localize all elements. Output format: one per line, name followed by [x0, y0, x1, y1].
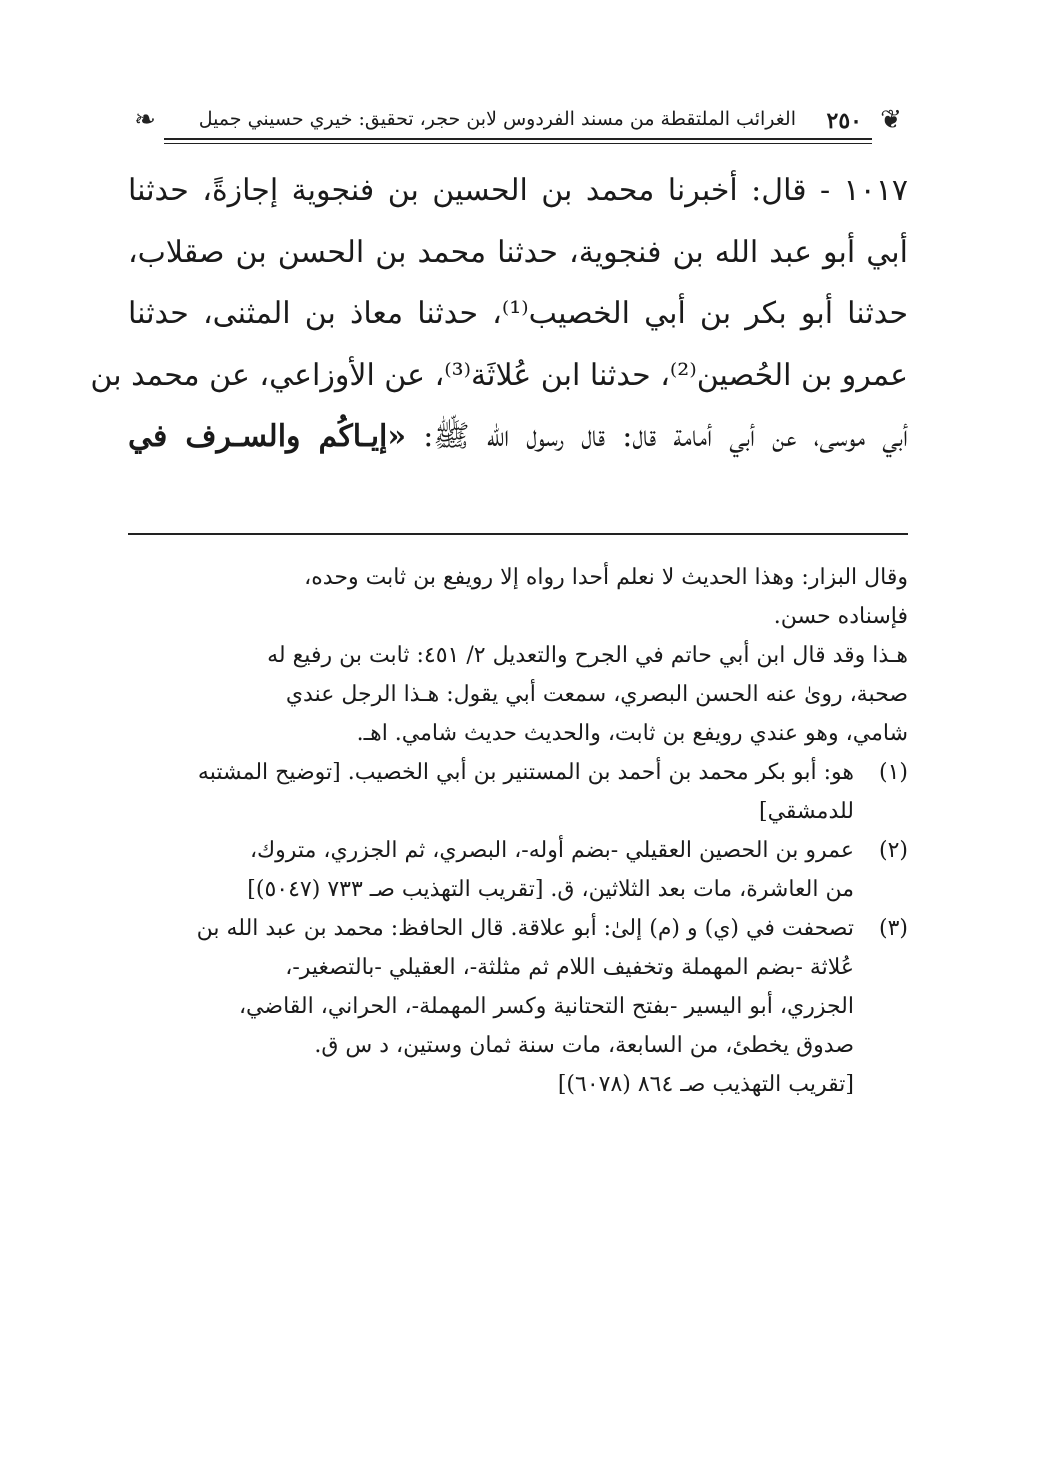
- footnotes-section: [128, 558, 908, 1104]
- notes-intro: [128, 558, 908, 753]
- footnote-line: عمرو بن الحصين العقيلي -بضم أوله-، البصري، ثم الجزري، متروك،: [249, 838, 854, 863]
- note-line: فإسناده حسن.: [773, 604, 908, 629]
- footnote-line: تصحفت في (ي) و (م) إلىٰ: أبو علاقة. قال الحافظ: محمد بن عبد الله بن: [196, 916, 854, 941]
- footnote-separator: [128, 533, 908, 535]
- note-line: صحبة، روىٰ عنه الحسن البصري، سمعت أبي يقول: هـذا الرجل عندي: [285, 682, 908, 707]
- note-line: هـذا وقد قال ابن أبي حاتم في الجرح والتعديل ٢/ ٤٥١: ثابت بن رفيع له: [267, 643, 908, 668]
- footnote-line: عُلاثة -بضم المهملة وتخفيف اللام ثم مثلثة-، العقيلي -بالتصغير-،: [285, 955, 854, 980]
- footnote-line: للدمشقي]: [759, 799, 854, 824]
- text-line: ١٠١٧ - قال: أخبرنا محمد بن الحسين بن فنجوية إجازةً، حدثنا: [128, 173, 908, 208]
- ornament-right-icon: ❦: [880, 105, 902, 135]
- footnote-number: (١): [878, 760, 908, 785]
- footnote-1: [128, 753, 908, 831]
- header-rule: [164, 138, 872, 144]
- page-number: ٢٥٠: [826, 108, 862, 134]
- footnote-3: [128, 909, 908, 1104]
- footnote-line: [تقريب التهذيب صـ ٨٦٤ (٦٠٧٨)]: [557, 1072, 854, 1097]
- note-line: شامي، وهو عندي رويفع بن ثابت، والحديث حديث شامي. اهـ.: [356, 721, 908, 746]
- text-line: عمرو بن الحُصين⁽²⁾، حدثنا ابن عُلاثَة⁽³⁾، عن الأوزاعي، عن محمد بن: [90, 357, 908, 393]
- footnote-line: من العاشرة، مات بعد الثلاثين، ق. [تقريب التهذيب صـ ٧٣٣ (٥٠٤٧)]: [247, 877, 854, 902]
- text-line: أبي موسى، عن أبي أمامة قال: قال رسول الله ﷺ:: [423, 419, 908, 454]
- footnote-line: الجزري، أبو اليسير -بفتح التحتانية وكسر المهملة-، الحراني، القاضي،: [238, 994, 854, 1019]
- highlighted-quote: «إيـاكُم والسـرف في: [128, 419, 407, 454]
- text-line: حدثنا أبو بكر بن أبي الخصيب⁽¹⁾، حدثنا معاذ بن المثنى، حدثنا: [128, 296, 908, 331]
- ornament-left-icon: ❧: [134, 105, 156, 135]
- footnote-line: صدوق يخطئ، من السابعة، مات سنة ثمان وستين، د س ق.: [314, 1033, 854, 1058]
- hadith-text: [90, 160, 908, 468]
- text-line-last: [128, 406, 908, 468]
- text-line: أبي أبو عبد الله بن فنجوية، حدثنا محمد بن الحسن بن صقلاب،: [128, 234, 908, 270]
- running-head: الغرائب الملتقطة من مسند الفردوس لابن حجر، تحقيق: خيري حسيني جميل: [198, 108, 796, 130]
- note-line: وقال البزار: وهذا الحديث لا نعلم أحدا رواه إلا رويفع بن ثابت وحده،: [304, 565, 908, 590]
- footnote-line: هو: أبو بكر محمد بن أحمد بن المستنير بن أبي الخصيب. [توضيح المشتبه: [197, 760, 854, 785]
- footnote-number: (٣): [878, 916, 908, 941]
- footnote-2: [128, 831, 908, 909]
- footnote-number: (٢): [878, 838, 908, 863]
- page-header: [130, 100, 906, 144]
